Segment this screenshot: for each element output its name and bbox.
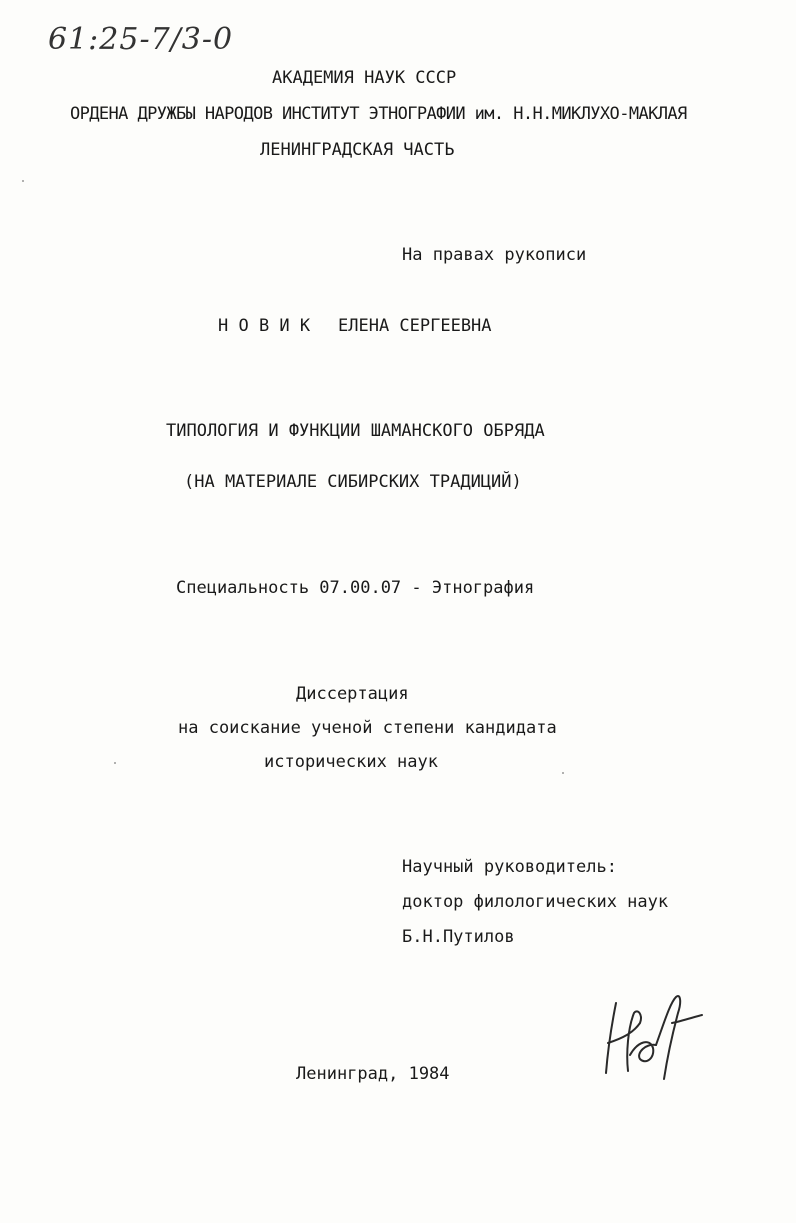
author-given-names: ЕЛЕНА СЕРГЕЕВНА — [338, 316, 492, 336]
dissertation-title: ТИПОЛОГИЯ И ФУНКЦИИ ШАМАНСКОГО ОБРЯДА — [166, 421, 545, 441]
degree-purpose: на соискание ученой степени кандидата — [178, 718, 557, 738]
supervisor-name: Б.Н.Путилов — [402, 927, 515, 947]
academy-name: АКАДЕМИЯ НАУК СССР — [272, 68, 457, 88]
archive-code-handwritten: 61:25-7/3-0 — [48, 22, 234, 57]
institute-branch: ЛЕНИНГРАДСКАЯ ЧАСТЬ — [260, 140, 455, 160]
degree-field: исторических наук — [264, 752, 438, 772]
place-and-year: Ленинград, 1984 — [296, 1064, 450, 1084]
paper-speck — [114, 762, 116, 764]
paper-speck — [562, 772, 564, 774]
supervisor-label: Научный руководитель: — [402, 857, 617, 877]
specialty-line: Специальность 07.00.07 - Этнография — [176, 578, 535, 598]
supervisor-degree: доктор филологических наук — [402, 892, 669, 912]
handwritten-signature — [598, 993, 708, 1083]
dissertation-subtitle: (НА МАТЕРИАЛЕ СИБИРСКИХ ТРАДИЦИЙ) — [184, 472, 522, 492]
paper-speck — [22, 180, 24, 182]
manuscript-rights-note: На правах рукописи — [402, 245, 587, 265]
institute-name: ОРДЕНА ДРУЖБЫ НАРОДОВ ИНСТИТУТ ЭТНОГРАФИИ им. Н.Н.МИКЛУХО-МАКЛАЯ — [70, 104, 687, 124]
degree-type: Диссертация — [296, 684, 409, 704]
author-surname: Н О В И К — [218, 316, 311, 336]
